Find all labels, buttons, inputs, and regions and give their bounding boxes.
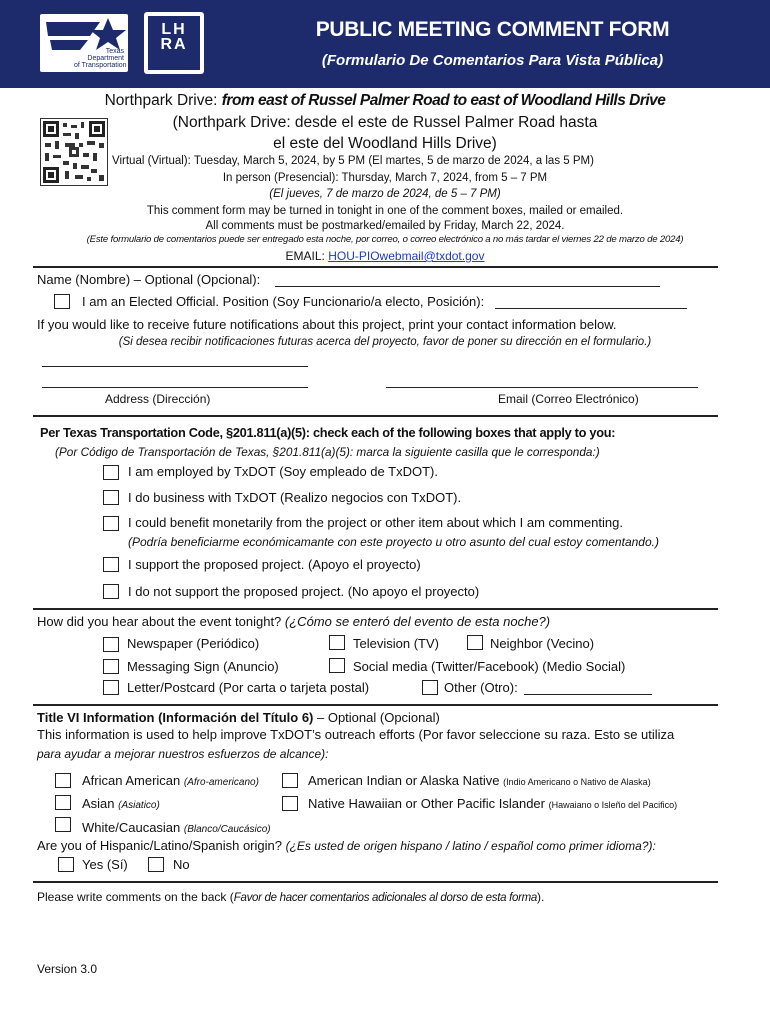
native-hawaiian-label: Native Hawaiian or Other Pacific Islander (Hawaiano o Isleño del Pacifico)	[308, 796, 678, 811]
neighbor-checkbox[interactable]	[467, 635, 483, 650]
virtual-meeting-info: Virtual (Virtual): Tuesday, March 5, 2024, by 5 PM (El martes, 5 de marzo de 2024, a las 5 PM)	[112, 155, 594, 167]
other-checkbox[interactable]	[422, 680, 438, 695]
form-subtitle: (Formulario De Comentarios Para Vista Pública)	[321, 52, 664, 69]
deadline-note-es: (Este formulario de comentarios puede ser entregado esta noche, por correo, o correo electrónico a no más tardar el viernes 22 de marzo de 2024)	[86, 234, 684, 245]
african-american-label: African American (Afro-americano)	[82, 773, 259, 788]
newspaper-checkbox[interactable]	[103, 637, 119, 652]
name-input-line[interactable]	[275, 286, 660, 287]
benefit-checkbox[interactable]	[103, 516, 119, 531]
hear-question: How did you hear about the event tonight? (¿Cómo se enteró del evento de esta noche?)	[37, 614, 551, 629]
business-label: I do business with TxDOT (Realizo negocios con TxDOT).	[128, 490, 462, 505]
letter-label: Letter/Postcard (Por carta o tarjeta postal)	[127, 680, 370, 695]
benefit-label-es: (Podría beneficiarme económicamante con este proyecto u otro asunto del cual estoy comentando.)	[128, 535, 659, 549]
name-label: Name (Nombre) – Optional (Opcional):	[37, 272, 261, 287]
divider	[33, 266, 718, 268]
television-checkbox[interactable]	[329, 635, 345, 650]
african-american-checkbox[interactable]	[55, 773, 71, 788]
title-vi-heading: Title VI Information (Información del Título 6) – Optional (Opcional)	[37, 710, 440, 725]
divider	[33, 881, 718, 883]
project-title-es-1: (Northpark Drive: desde el este de Russel Palmer Road hasta	[172, 114, 598, 131]
divider	[33, 608, 718, 610]
notify-text: If you would like to receive future notifications about this project, print your contact information below.	[37, 317, 617, 332]
in-person-info-es: (El jueves, 7 de marzo de 2024, de 5 – 7 PM)	[269, 188, 501, 200]
turn-in-note: This comment form may be turned in tonight in one of the comment boxes, mailed or emailed.	[146, 205, 624, 217]
white-checkbox[interactable]	[55, 817, 71, 832]
asian-label: Asian (Asiatico)	[82, 796, 160, 811]
oppose-label: I do not support the proposed project. (No apoyo el proyecto)	[128, 584, 480, 599]
address-input-line-2[interactable]	[42, 387, 308, 388]
letter-checkbox[interactable]	[103, 680, 119, 695]
in-person-info: In person (Presencial): Thursday, March 7, 2024, from 5 – 7 PM	[222, 172, 548, 184]
native-hawaiian-checkbox[interactable]	[282, 796, 298, 811]
hispanic-question: Are you of Hispanic/Latino/Spanish origin? (¿Es usted de origen hispano / latino / español como primer idioma?):	[37, 838, 656, 853]
code-heading-es: (Por Código de Transportación de Texas, §201.811(a)(5): marca la siguiente casilla que le corresponda:)	[55, 445, 600, 459]
project-title-es-2: el este del Woodland Hills Drive)	[273, 135, 497, 152]
txdot-logo-text: Texas Department of Transportation	[74, 48, 127, 69]
address-label: Address (Dirección)	[105, 392, 211, 406]
code-heading: Per Texas Transportation Code, §201.811(a)(5): check each of the following boxes that apply to you:	[40, 425, 616, 440]
social-media-checkbox[interactable]	[329, 658, 345, 673]
divider	[33, 704, 718, 706]
position-input-line[interactable]	[495, 308, 687, 309]
lhra-logo: LH RA	[144, 12, 204, 74]
hispanic-no-label: No	[173, 857, 190, 872]
form-title: PUBLIC MEETING COMMENT FORM	[315, 18, 670, 41]
version-label: Version 3.0	[37, 962, 98, 976]
other-input-line[interactable]	[524, 694, 652, 695]
elected-official-label: I am an Elected Official. Position (Soy Funcionario/a electo, Posición):	[82, 294, 485, 309]
employed-label: I am employed by TxDOT (Soy empleado de TxDOT).	[128, 464, 438, 479]
elected-official-checkbox[interactable]	[54, 294, 70, 309]
other-label: Other (Otro):	[444, 680, 518, 695]
hispanic-yes-checkbox[interactable]	[58, 857, 74, 872]
oppose-checkbox[interactable]	[103, 584, 119, 599]
support-checkbox[interactable]	[103, 557, 119, 572]
back-note: Please write comments on the back (Favor de hacer comentarios adicionales al dorso de esta forma).	[37, 890, 545, 904]
divider	[33, 415, 718, 417]
hispanic-yes-label: Yes (Sí)	[82, 857, 128, 872]
deadline-note: All comments must be postmarked/emailed by Friday, March 22, 2024.	[205, 220, 565, 232]
email-input-line[interactable]	[386, 387, 698, 388]
txdot-logo	[40, 14, 128, 72]
email-link[interactable]: HOU-PIOwebmail@txdot.gov	[328, 249, 485, 263]
email-line: EMAIL: HOU-PIOwebmail@txdot.gov	[285, 249, 485, 263]
title-vi-intro: This information is used to help improve TxDOT’s outreach efforts (Por favor seleccione su raza. Esto se utiliza	[37, 727, 675, 742]
american-indian-label: American Indian or Alaska Native (Indio Americano o Nativo de Alaska)	[308, 773, 651, 788]
title-vi-intro-2: para ayudar a mejorar nuestros esfuerzos de alcance):	[37, 747, 329, 761]
email-field-label: Email (Correo Electrónico)	[498, 392, 639, 406]
employed-checkbox[interactable]	[103, 465, 119, 480]
television-label: Television (TV)	[353, 636, 439, 651]
messaging-sign-label: Messaging Sign (Anuncio)	[127, 659, 279, 674]
business-checkbox[interactable]	[103, 490, 119, 505]
messaging-sign-checkbox[interactable]	[103, 659, 119, 674]
notify-text-es: (Si desea recibir notificaciones futuras acerca del proyecto, favor de poner su dirección en el formulario.)	[118, 336, 652, 348]
american-indian-checkbox[interactable]	[282, 773, 298, 788]
asian-checkbox[interactable]	[55, 795, 71, 810]
white-label: White/Caucasian (Blanco/Caucásico)	[82, 820, 271, 835]
social-media-label: Social media (Twitter/Facebook) (Medio Social)	[353, 659, 626, 674]
benefit-label: I could benefit monetarily from the project or other item about which I am commenting.	[128, 515, 623, 530]
address-input-line-1[interactable]	[42, 366, 308, 367]
neighbor-label: Neighbor (Vecino)	[490, 636, 595, 651]
hispanic-no-checkbox[interactable]	[148, 857, 164, 872]
project-title: Northpark Drive: from east of Russel Palmer Road to east of Woodland Hills Drive	[104, 92, 666, 109]
support-label: I support the proposed project. (Apoyo el proyecto)	[128, 557, 421, 572]
newspaper-label: Newspaper (Periódico)	[127, 636, 260, 651]
